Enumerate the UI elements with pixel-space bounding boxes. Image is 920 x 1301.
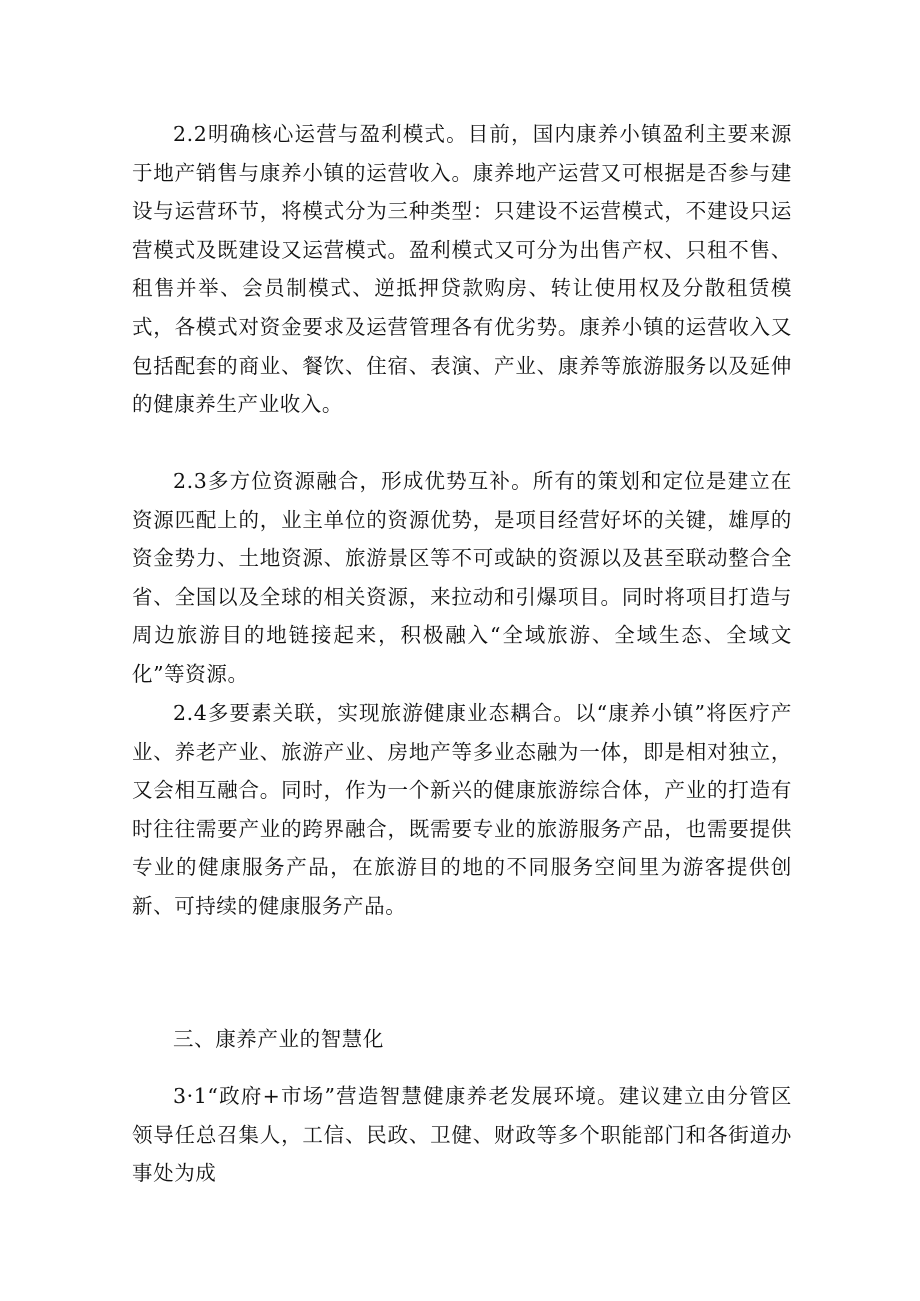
paragraph-multi-factor-linkage: 2.4多要素关联，实现旅游健康业态耦合。以“康养小镇”将医疗产业、养老产业、旅游产业、房地产等多业态融为一体，即是相对独立，又会相互融合。同时，作为一个新兴的健康旅游综合体，产业的打造有时往往需要产业的跨界融合，既需要专业的旅游服务产品，也需要提供专业的健康服务产品，在旅游目的地的不同服务空间里为游客提供创新、可持续的健康服务产品。 <box>132 701 792 918</box>
paragraph-resource-integration: 2.3多方位资源融合，形成优势互补。所有的策划和定位是建立在资源匹配上的，业主单位的资源优势，是项目经营好坏的关键，雄厚的资金势力、土地资源、旅游景区等不可或缺的资源以及甚至联动整合全省、全国以及全球的相关资源，来拉动和引爆项目。同时将项目打造与周边旅游目的地链接起来，积极融入“全域旅游、全域生态、全域文化”等资源。 <box>132 469 792 686</box>
paragraph-government-market: 3·1“政府+市场”营造智慧健康养老发展环境。建议建立由分管区领导任总召集人，工信、民政、卫健、财政等多个职能部门和各街道办事处为成 <box>132 1084 792 1186</box>
section-heading-smart-health-industry: 三、康养产业的智慧化 <box>173 1027 384 1051</box>
paragraph-operation-profit-model: 2.2明确核心运营与盈利模式。目前，国内康养小镇盈利主要来源于地产销售与康养小镇的运营收入。康养地产运营又可根据是否参与建设与运营环节，将模式分为三种类型：只建设不运营模式，不建设只运营模式及既建设又运营模式。盈利模式又可分为出售产权、只租不售、租售并举、会员制模式、逆抵押贷款购房、转让使用权及分散租赁模式，各模式对资金要求及运营管理各有优劣势。康养小镇的运营收入又包括配套的商业、餐饮、住宿、表演、产业、康养等旅游服务以及延伸的健康养生产业收入。 <box>132 122 792 417</box>
